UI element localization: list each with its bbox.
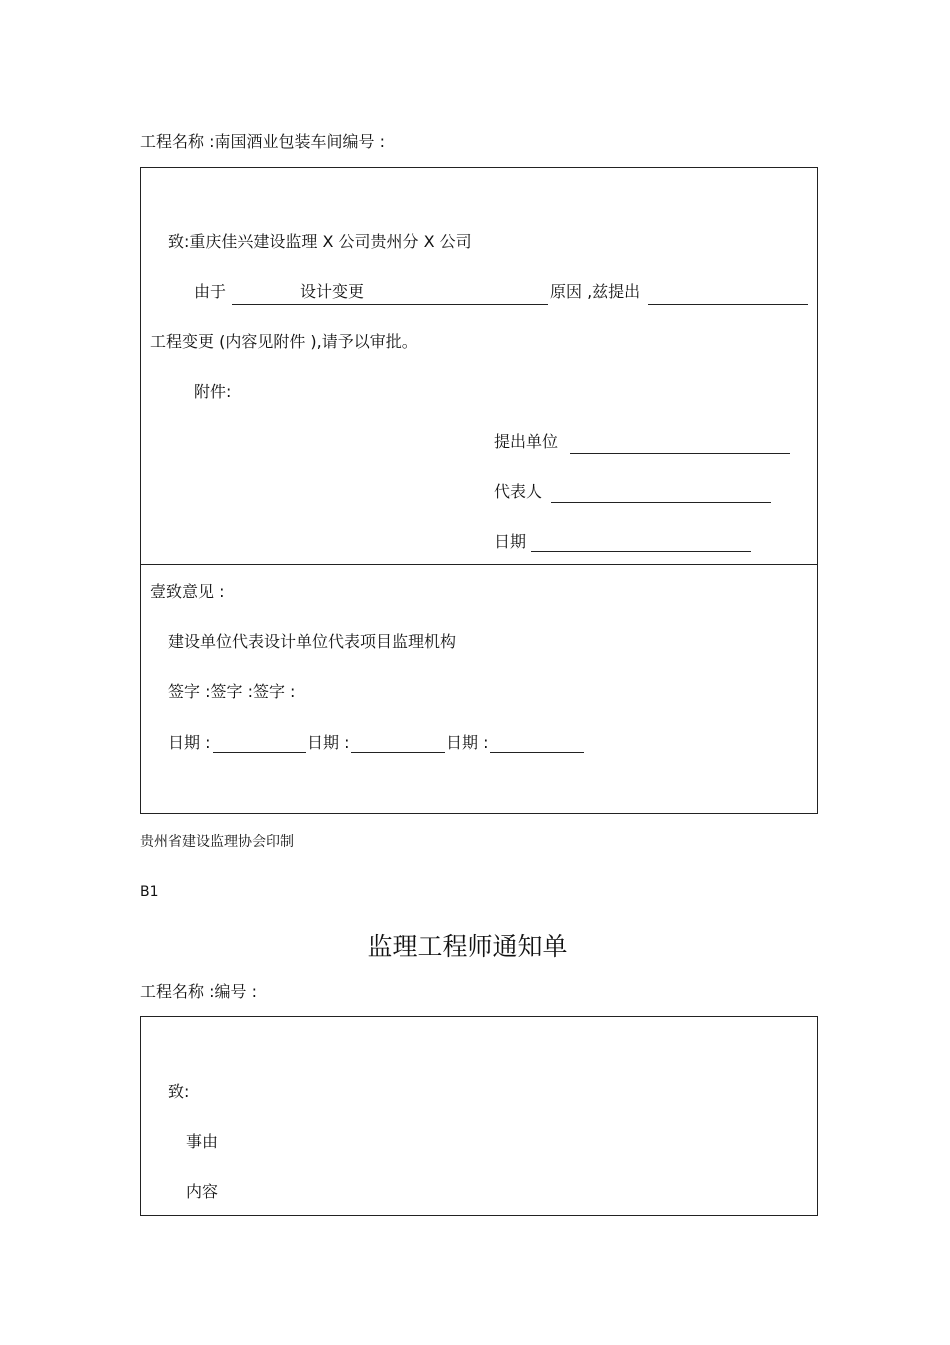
date-underline-1 — [213, 752, 306, 753]
project-header: 工程名称 :南国酒业包装车间编号 : — [140, 132, 385, 151]
notice-subject: 事由 — [186, 1132, 219, 1151]
form-code: B1 — [140, 884, 159, 900]
date-underline-2 — [351, 752, 445, 753]
date-underline — [531, 551, 751, 552]
proposal-underline — [648, 304, 808, 305]
parties-line: 建设单位代表设计单位代表项目监理机构 — [168, 632, 457, 651]
date-field-2: 日期 : — [307, 733, 350, 752]
addressee-line: 致:重庆佳兴建设监理 X 公司贵州分 X 公司 — [168, 232, 472, 251]
submitter-underline — [570, 453, 790, 454]
opinion-label: 壹致意见 : — [150, 582, 225, 601]
notice-addressee: 致: — [168, 1082, 190, 1101]
reason-suffix: 原因 ,兹提出 — [550, 282, 641, 301]
reason-prefix: 由于 — [194, 282, 227, 301]
attachment-label: 附件: — [194, 382, 232, 401]
notice-header: 工程名称 :编号 : — [140, 982, 257, 1001]
submitter-label: 提出单位 — [494, 432, 559, 451]
notice-content: 内容 — [186, 1182, 219, 1201]
notice-table — [140, 1016, 818, 1216]
printer-note: 贵州省建设监理协会印制 — [140, 834, 294, 850]
change-description: 工程变更 (内容见附件 ),请予以审批。 — [150, 332, 418, 351]
date-label: 日期 — [494, 532, 527, 551]
notice-title: 监理工程师通知单 — [367, 932, 568, 961]
date-field-1: 日期 : — [168, 733, 211, 752]
date-field-3: 日期 : — [446, 733, 489, 752]
table-divider — [140, 564, 818, 565]
representative-underline — [551, 502, 771, 503]
reason-value: 设计变更 — [300, 282, 365, 301]
date-underline-3 — [490, 752, 584, 753]
change-request-table — [140, 167, 818, 814]
signature-line: 签字 :签字 :签字 : — [168, 682, 296, 701]
reason-underline — [232, 304, 548, 305]
representative-label: 代表人 — [494, 482, 543, 501]
